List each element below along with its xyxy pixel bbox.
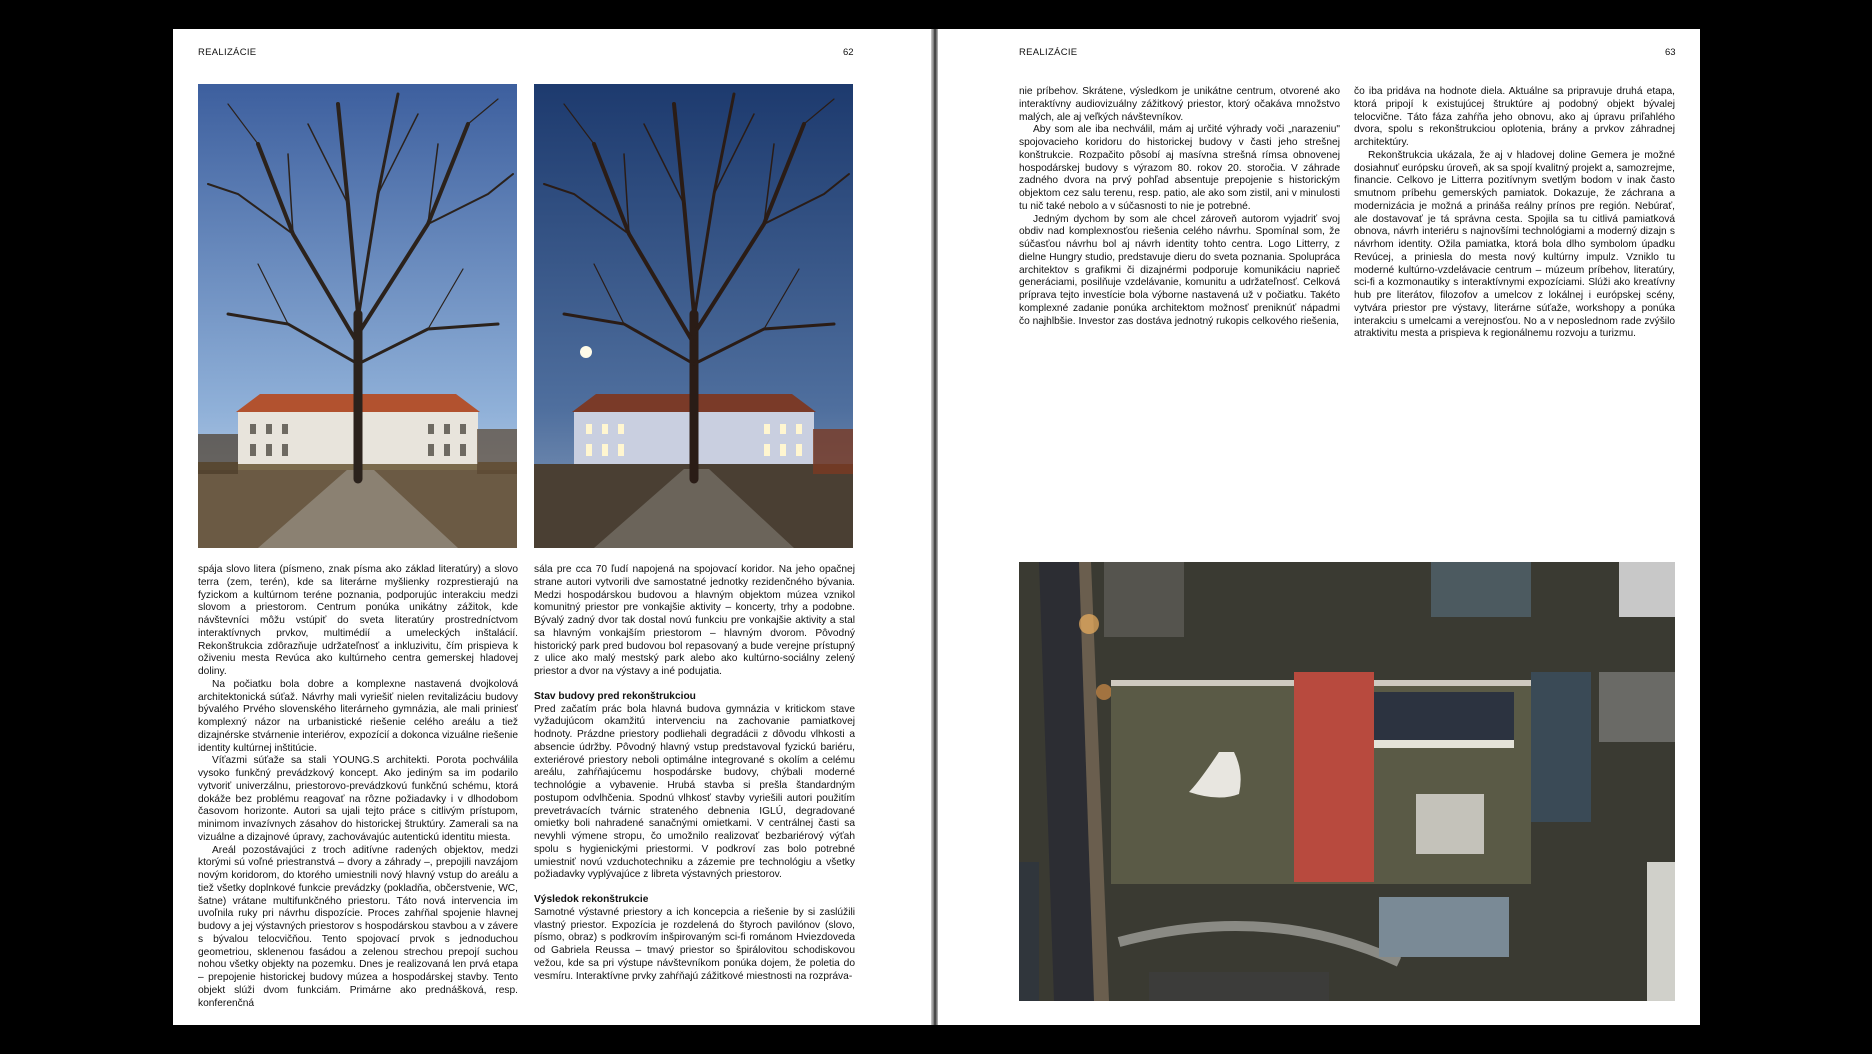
photo-aerial-view xyxy=(1019,562,1675,1001)
paragraph: Pred začatím prác bola hlavná budova gymnázia v kritickom stave vyžadujúcom okamžitú intervenciu na zachovanie pamiatkovej hodnoty. Prázdne priestory podliehali degradácii z dôvodu vlhkosti a absencie údržby. Pôvodný hlavný vstup predstavoval fyzickú bariéru, exteriérové priestory neboli optimálne integrované s okolím a celému areálu, zahŕňajúcemu hospodárske budovy, chýbali moderné technológie a vybavenie. Hrubá stavba si prešla štandardným postupom odvlhčenia. Spodnú vlhkosť stavby vyriešili autori použitím prevetrávacích tvárnic strateného debnenia IGLÚ, degradované omietky boli nahradené sanačnými omietkami. V centrálnej časti sa nevyhli výmene stropu, čo umožnilo realizovať bezbariérový výťah spolu s hygienickými priestormi. V podkroví zas bolo potrebné umiestniť novú vzduchotechniku a zázemie pre technológiu a všetky požiadavky vyplývajúce z libreta výstavných priestorov. xyxy=(534,703,855,881)
left-page-column-1 xyxy=(198,564,518,1010)
section-heading: Stav budovy pred rekonštrukciou xyxy=(534,690,696,702)
running-head-left: REALIZÁCIE xyxy=(198,47,257,58)
left-page-column-2 xyxy=(534,564,855,983)
paragraph: Aby som ale iba nechválil, mám aj určité výhrady voči „narazeniu" spojovacieho koridoru do historickej budovy v časti jeho strešnej konštrukcie. Rozpačito pôsobí aj masívna strešná rímsa obnovenej hospodárskej budovy s výrazom 80. rokov 20. storočia. V záhrade zadného dvora na prvý pohľad absentuje prepojenie s historickým objektom cez salu terenu, resp. patio, ale ako som zistil, ani v minulosti tu nič také nebolo a v súčasnosti to nie je potrebné. xyxy=(1019,124,1340,212)
page-number-right: 63 xyxy=(1665,47,1676,58)
paragraph: Samotné výstavné priestory a ich koncepcia a riešenie by si zaslúžili vlastný priestor. Expozícia je rozdelená do štyroch pavilónov (slovo, písmo, obraz) s podkrovím inšpirovaným sci-fi románom Hviezdoveda od Gabriela Reussa – tmavý priestor so špirálovitou schodiskovou vežou, kde sa pri výstupe návštevníkom ponúka dojem, že poletia do vesmíru. Interaktívne prvky zahŕňajú zážitkové miestnosti na rozpráva- xyxy=(534,906,855,982)
right-page-column-1 xyxy=(1019,86,1340,328)
paragraph: Areál pozostávajúci z troch aditívne radených objektov, medzi ktorými sú voľné priestranstvá – dvory a záhrady –, prepojili navzájom novým koridorom, do ktorého umiestnili nový hlavný vstup do areálu a tiež všetky doplnkové funkcie prevádzky (pokladňa, občerstvenie, WC, šatne) vrátane multifunkčného priestoru. Táto nová intervencia im uvoľnila ruky pri návrhu dispozície. Proces zahŕňal spojenie hlavnej budovy a jej výstavných priestorov s hospodárskou stavbou a v závere s bývalou telocvičňou. Tento spojovací prvok s jednoduchou geometriou, sklenenou fasádou a zelenou strechou prepojí suchou nohou všetky objekty na pozemku. Dnes je realizovaná len prvá etapa – prepojenie historickej budovy múzea a hospodárskej stavby. Tento objekt slúži dvom funkciám. Primárne ako prednášková, resp. konferenčná xyxy=(198,844,518,1009)
paragraph: spája slovo litera (písmeno, znak písma ako základ literatúry) a slovo terra (zem, terén), kde sa literárne myšlienky rozprestierajú na fyzickom a kultúrnom teréne poznania, podporujúc interakciu medzi slovom a priestorom. Centrum ponúka unikátny zážitok, kde návštevníci môžu vstúpiť do sveta literatúry prostredníctvom interaktívnych prvkov, multimédií a umeleckých inštalácií. Rekonštrukcia zdôrazňuje udržateľnosť a inkluzivitu, čím prispieva k oživeniu mesta Revúca ako kultúrneho centra gemerskej hladovej doliny. xyxy=(198,564,518,677)
paragraph: čo iba pridáva na hodnote diela. Aktuálne sa pripravuje druhá etapa, ktorá pripojí k existujúcej štruktúre aj podobný objekt bývalej telocvične. Táto fáza zahŕňa jeho obnovu, ako aj úpravu priľahlého dvora, spolu s rekonštrukciou oplotenia, brány a prvkov záhradnej architektúry. xyxy=(1354,86,1675,148)
photo-building-dusk xyxy=(534,84,853,548)
photo-building-daytime xyxy=(198,84,517,548)
running-head-right: REALIZÁCIE xyxy=(1019,47,1078,58)
paragraph: nie príbehov. Skrátene, výsledkom je unikátne centrum, otvorené ako interaktívny audiovizuálny zážitkový priestor, ktorý očakáva množstvo malých, ale aj veľkých návštevníkov. xyxy=(1019,86,1340,123)
page-number-left: 62 xyxy=(843,47,854,58)
paragraph: Na počiatku bola dobre a komplexne nastavená dvojkolová architektonická súťaž. Návrhy mali vyriešiť nielen revitalizáciu budovy bývalého Prvého slovenského literárneho gymnázia, ale mali priniesť komplexný názor na urbanistické riešenie celého areálu a tiež dizajnérske stvárnenie interiérov, expozícií a dokonca vizuálne riešenie identity kultúrnej inštitúcie. xyxy=(198,678,518,754)
paragraph: Víťazmi súťaže sa stali YOUNG.S architekti. Porota pochválila vysoko funkčný prevádzkový koncept. Ako jediným sa im podarilo vytvoriť univerzálnu, priestorovo-prevádzkovú funkčnú schému, ktorá dokáže bez problému reagovať na rôzne požiadavky i v dlhodobom časovom horizonte. Autori sa ujali tejto práce s citlivým prístupom, minimom invazívnych zásahov do historickej štruktúry. Zamerali sa na vizuálne a dizajnové úpravy, zachovávajúc autentickú identitu miesta. xyxy=(198,755,518,843)
paragraph: Rekonštrukcia ukázala, že aj v hladovej doline Gemera je možné dosiahnuť európsku úroveň, ak sa spojí kvalitný projekt a, samozrejme, financie. Celkovo je Litterra pozitívnym svetlým bodom v inak často smutnom príbehu gemerských pamiatok. Dokazuje, že záchrana a modernizácia je možná a prináša reálny prínos pre región. Nebúrať, ale dostavovať je tá správna cesta. Spojila sa tu citlivá pamiatková obnova, návrh interiéru s najnovšími technológiami a moderný dizajn s návrhom identity. Ožila pamiatka, ktorá bola dlho symbolom úpadku Revúcej, a priniesla do mesta nový kultúrny impulz. Vzniklo tu moderné kultúrno-vzdelávacie centrum – múzeum príbehov, literatúry, sci-fi a kozmonautiky s interaktívnymi expozíciami. Slúži ako kreatívny hub pre literátov, filozofov a umelcov z lokálnej i európskej scény, vytvára priestor pre výstavy, literárne súťaže, workshopy a ponúka interakciu s umelcami a verejnosťou. No a v neposlednom rade zvýšilo atraktivitu mesta a prispieva k regionálnemu rozvoju a turizmu. xyxy=(1354,149,1675,340)
book-gutter xyxy=(931,29,938,1025)
section-heading: Výsledok rekonštrukcie xyxy=(534,894,649,905)
paragraph: Jedným dychom by som ale chcel zároveň autorom vyjadriť svoj obdiv nad komplexnosťou riešenia celého návrhu. Spomínal som, že súčasťou návrhu bol aj návrh identity tohto centra. Logo Litterry, z dielne Hungry studio, predstavuje dieru do sveta poznania. Spolupráca architektov s grafikmi či dizajnérmi podporuje komunikáciu naprieč generáciami, posilňuje vzdelávanie, komunitu a udržateľnosť. Celková príprava tejto investície bola výborne nastavená už v počiatku. Takéto komplexné zadanie ponúka architektom možnosť preniknúť nápadmi čo najhlbšie. Investor zas dostáva jednotný rukopis celkového riešenia, xyxy=(1019,213,1340,327)
right-page-column-2 xyxy=(1354,86,1675,341)
paragraph: sála pre cca 70 ľudí napojená na spojovací koridor. Na jeho opačnej strane autori vytvorili dve samostatné jednotky rezidenčného bývania. Medzi hospodárskou budovou a hlavným objektom múzea vznikol komunitný priestor pre vonkajšie aktivity – koncerty, trhy a podobne. Bývalý zadný dvor tak dostal novú funkciu pre vonkajšie aktivity a stal sa hlavným vonkajším priestorom – hlavným dvorom. Pôvodný historický park pred budovou bol repasovaný a bude verejne prístupný z ulice ako malý mestský park alebo ako kultúrno-sociálny zelený priestor a dvor na výstavy a iné podujatia. xyxy=(534,564,855,677)
